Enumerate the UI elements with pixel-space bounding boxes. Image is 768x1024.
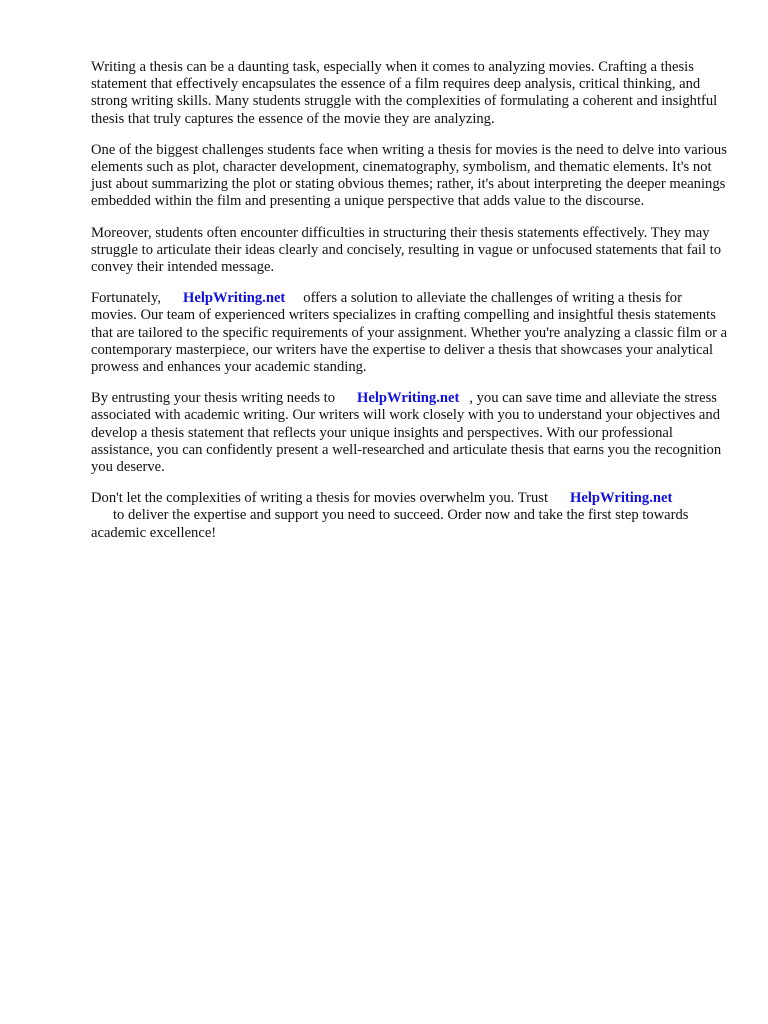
document-body xyxy=(91,59,731,556)
paragraph-solution-rest: offers a solution to alleviate the challenges of writing a thesis for movies. Our team of experienced writers specializes in crafting compelling and insightful thesis statements that are tailored to the specific requirements of your assignment. Whether you're analyzing a classic film or a contemporary masterpiece, our writers have the expertise to deliver a thesis that showcases your analytical prowess and enhances your academic standing. xyxy=(91,290,728,376)
helpwriting-link[interactable]: HelpWriting.net xyxy=(357,390,460,407)
helpwriting-link[interactable]: HelpWriting.net xyxy=(182,290,286,307)
paragraph-challenges: One of the biggest challenges students face when writing a thesis for movies is the need to delve into various elements such as plot, character development, cinematography, symbolism, and thematic elements. It's not just about summarizing the plot or stating obvious themes; rather, it's about interpreting the deeper meanings embedded within the film and presenting a unique perspective that adds value to the discourse. xyxy=(91,141,727,210)
paragraph-solution-lead: Fortunately, xyxy=(91,290,161,307)
paragraph-entrusting-lead: By entrusting your thesis writing needs to xyxy=(91,390,336,407)
paragraph-structuring: Moreover, students often encounter difficulties in structuring their thesis statements effectively. They may struggle to articulate their ideas clearly and concisely, resulting in vague or unfocused statements that fail to convey their intended message. xyxy=(91,224,722,276)
paragraph-entrusting xyxy=(91,390,731,476)
helpwriting-link[interactable]: HelpWriting.net xyxy=(570,490,673,507)
paragraph-closing-lead: Don't let the complexities of writing a thesis for movies overwhelm you. Trust xyxy=(91,490,549,507)
paragraph-closing xyxy=(91,490,731,542)
paragraph-solution xyxy=(91,290,731,376)
paragraph-entrusting-rest: , you can save time and alleviate the stress associated with academic writing. Our writers will work closely with you to understand your objectives and develop a thesis statement that reflects your unique insights and perspectives. With our professional assistance, you can confidently present a well-researched and articulate thesis that earns you the recognition you deserve. xyxy=(91,390,722,476)
paragraph-closing-rest: to deliver the expertise and support you need to succeed. Order now and take the first step towards academic excellence! xyxy=(91,507,689,541)
paragraph-intro: Writing a thesis can be a daunting task, especially when it comes to analyzing movies. Crafting a thesis statement that effectively encapsulates the essence of a film requires deep analysis, critical thinking, and strong writing skills. Many students struggle with the complexities of formulating a coherent and insightful thesis that truly captures the essence of the movie they are analyzing. xyxy=(91,59,718,127)
